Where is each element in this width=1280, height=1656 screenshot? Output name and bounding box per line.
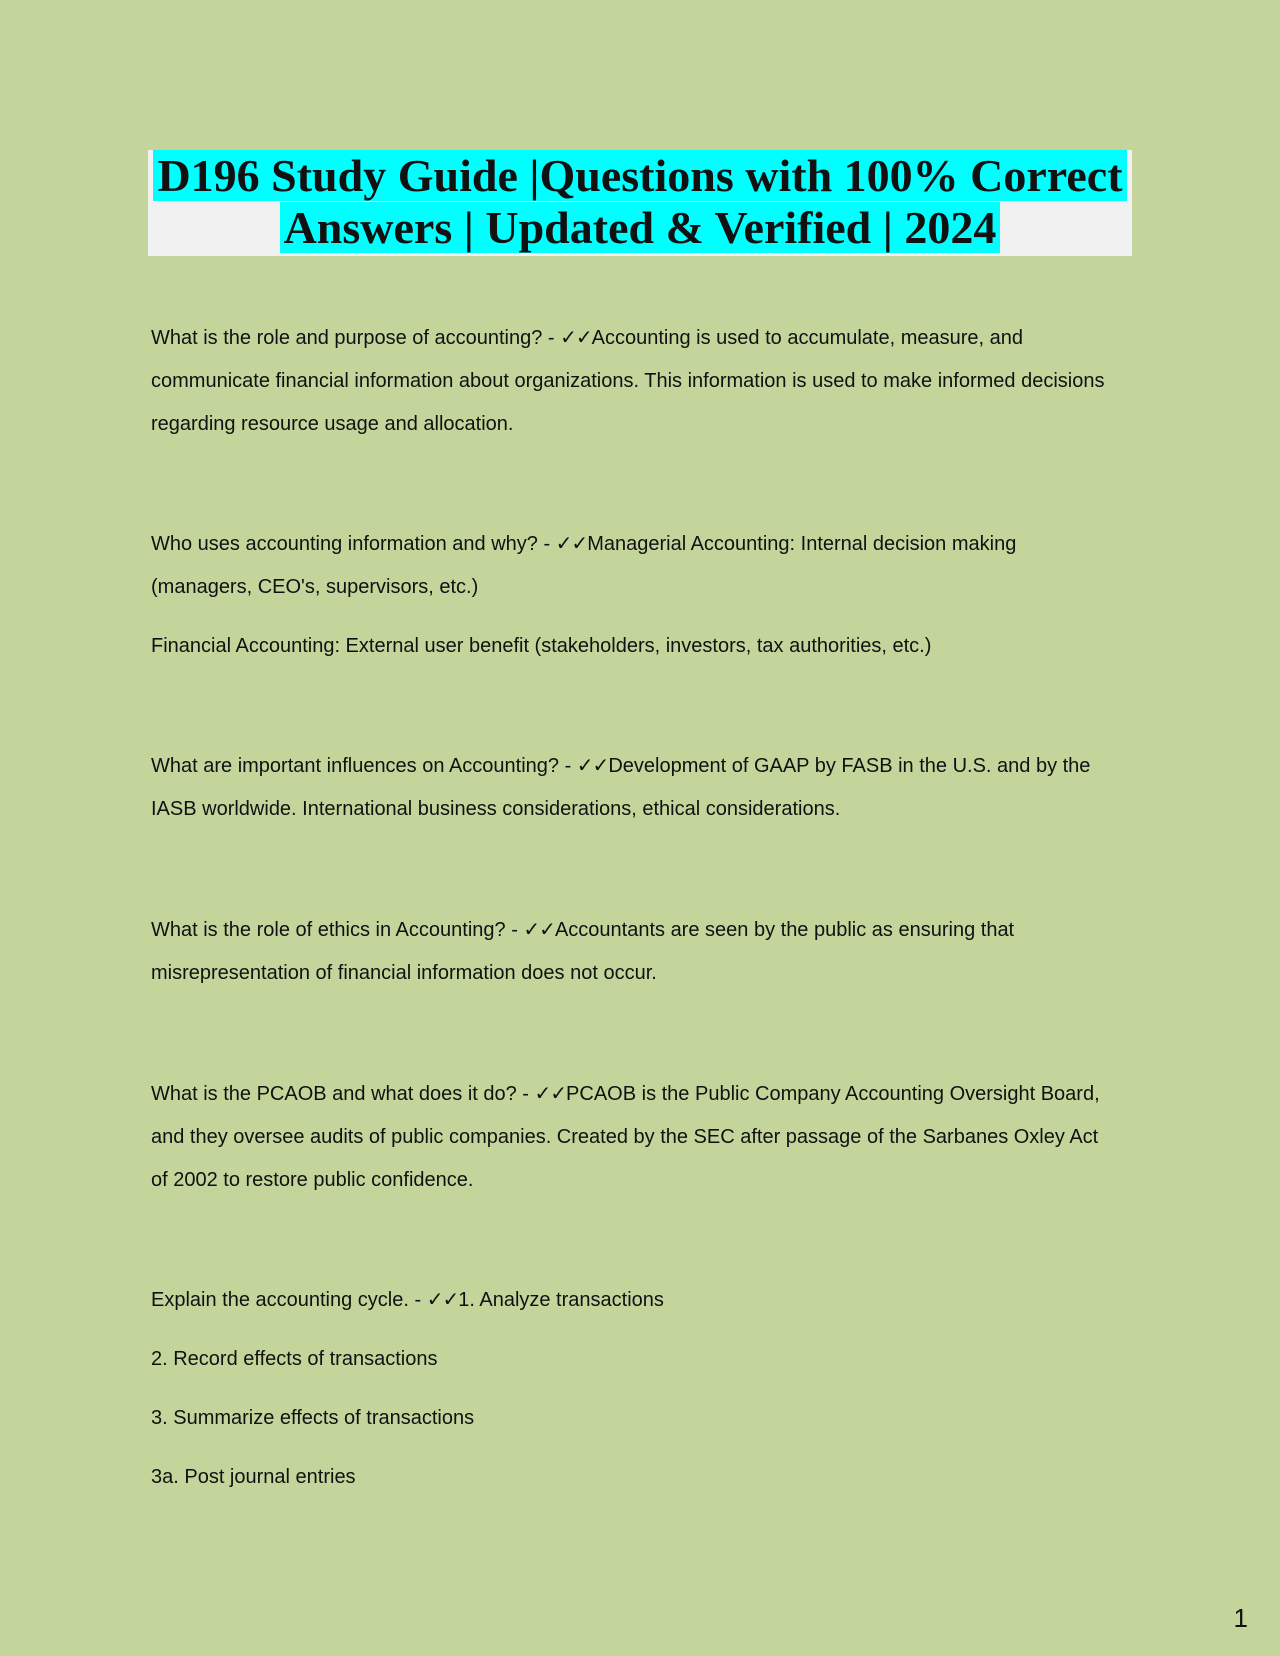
qa-text xyxy=(151,1279,1111,1322)
checkmark-icon: ✓✓ xyxy=(555,533,588,555)
title-line-1: D196 Study Guide |Questions with 100% Correct xyxy=(153,150,1126,201)
qa-text xyxy=(151,317,1111,446)
answer-text: PCAOB is the Public Company Accounting Oversight Board, and they oversee audits of public companies. Created by the SEC after passage of the Sarbanes Oxley Act of 2002 to restore public confidence. xyxy=(151,1083,1100,1191)
checkmark-icon: ✓✓ xyxy=(576,755,609,777)
question-text: What is the role and purpose of accounting? - xyxy=(151,327,561,349)
answer-text: Accounting is used to accumulate, measure, and communicate financial information about organizations. This information is used to make informed decisions regarding resource usage and allocation. xyxy=(151,327,1105,435)
checkmark-icon: ✓✓ xyxy=(560,327,592,349)
answer-extra-line: 2. Record effects of transactions xyxy=(151,1348,438,1370)
answer-text: Managerial Accounting: Internal decision making (managers, CEO's, supervisors, etc.) xyxy=(151,533,1017,598)
qa-item-4 xyxy=(151,909,1111,995)
qa-text xyxy=(151,523,1111,609)
answer-text: Development of GAAP by FASB in the U.S. and by the IASB worldwide. International business considerations, ethical considerations. xyxy=(151,755,1091,820)
answer-text: Accountants are seen by the public as ensuring that misrepresentation of financial information does not occur. xyxy=(151,919,1015,984)
qa-item-1 xyxy=(151,317,1111,446)
answer-extra-line: 3a. Post journal entries xyxy=(151,1466,356,1488)
answer-extra-line: Financial Accounting: External user benefit (stakeholders, investors, tax authorities, etc.) xyxy=(151,635,932,657)
question-text: What are important influences on Accounting? - xyxy=(151,755,577,777)
qa-item-2 xyxy=(151,523,1111,668)
page-number: 1 xyxy=(1233,1603,1248,1633)
qa-text xyxy=(151,1073,1111,1202)
checkmark-icon: ✓✓ xyxy=(426,1289,459,1311)
checkmark-icon: ✓✓ xyxy=(523,919,555,941)
qa-text xyxy=(151,909,1111,995)
question-text: Explain the accounting cycle. - xyxy=(151,1289,427,1311)
title-line-2: Answers | Updated & Verified | 2024 xyxy=(280,202,1001,253)
answer-extra-line: 3. Summarize effects of transactions xyxy=(151,1407,475,1429)
qa-text xyxy=(151,745,1111,831)
qa-item-5 xyxy=(151,1073,1111,1202)
qa-item-3 xyxy=(151,745,1111,831)
answer-text: 1. Analyze transactions xyxy=(458,1289,664,1311)
checkmark-icon: ✓✓ xyxy=(534,1083,567,1105)
qa-item-6 xyxy=(151,1279,1111,1499)
question-text: What is the PCAOB and what does it do? - xyxy=(151,1083,535,1105)
document-title xyxy=(148,150,1132,256)
question-text: Who uses accounting information and why? - xyxy=(151,533,556,555)
question-text: What is the role of ethics in Accounting? - xyxy=(151,919,524,941)
